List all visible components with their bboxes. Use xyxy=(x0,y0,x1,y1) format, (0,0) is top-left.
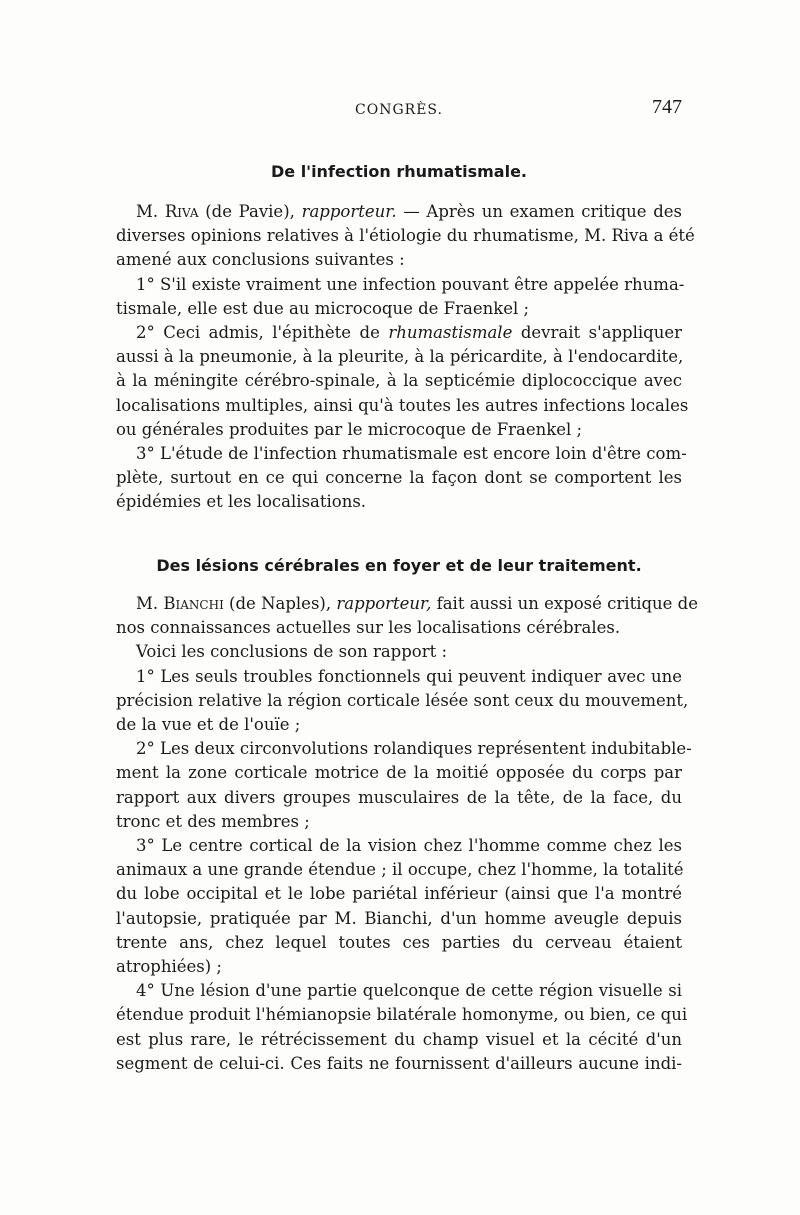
text-line: 3° Le centre cortical de la vision chez l'homme comme chez les xyxy=(136,836,682,856)
text-line: étendue produit l'hémianopsie bilatérale homonyme, ou bien, ce qui xyxy=(116,1005,688,1025)
text-run: fait aussi un exposé critique de xyxy=(431,594,699,613)
text-line: trente ans, chez lequel toutes ces parties du cerveau étaient xyxy=(116,932,682,952)
text-line: ou générales produites par le microcoque de Fraenkel ; xyxy=(116,419,583,439)
text-line: diverses opinions relatives à l'étiologie du rhumatisme, M. Riva a été xyxy=(116,226,695,246)
text-line: est plus rare, le rétrécissement du champ visuel et la cécité d'un xyxy=(116,1029,682,1049)
role-label: rapporteur, xyxy=(336,594,432,613)
text-line: ment la zone corticale motrice de la moitié opposée du corps par xyxy=(116,763,682,783)
text-line: tismale, elle est due au microcoque de Fraenkel ; xyxy=(116,298,530,318)
text-line: précision relative la région corticale lésée sont ceux du mouvement, xyxy=(116,690,689,710)
running-title: CONGRÈS. xyxy=(355,102,443,118)
text-line: localisations multiples, ainsi qu'à toutes les autres infections locales xyxy=(116,395,689,415)
text-line: 2° Les deux circonvolutions rolandiques représentent indubitable- xyxy=(136,739,692,759)
author-name: Bianchi xyxy=(163,594,224,613)
paragraph-riva-intro xyxy=(116,200,695,273)
text-run: (de Pavie), xyxy=(198,202,302,221)
text-run: — Après un examen critique des xyxy=(396,202,683,221)
text-run: 2° Ceci admis, l'épithète de xyxy=(136,323,389,343)
paragraph-bianchi-intro xyxy=(116,592,699,640)
section-rheumatic-infection xyxy=(116,160,682,184)
paragraph-conclusion-4 xyxy=(116,979,688,1076)
text-line: atrophiées) ; xyxy=(116,957,222,977)
text-run: (de Naples), xyxy=(223,594,337,613)
author-name: Riva xyxy=(164,202,199,221)
section-heading: De l'infection rhumatismale. xyxy=(270,162,528,181)
paragraph-conclusion-1 xyxy=(116,273,685,321)
section-heading: Des lésions cérébrales en foyer et de leur traitement. xyxy=(156,556,642,575)
text-line: 1° S'il existe vraiment une infection pouvant être appelée rhuma- xyxy=(136,274,685,294)
paragraph-conclusion-3 xyxy=(116,442,687,515)
text-line: de la vue et de l'ouïe ; xyxy=(116,715,301,735)
text-line: 1° Les seuls troubles fonctionnels qui peuvent indiquer avec une xyxy=(136,666,682,686)
text-line: du lobe occipital et le lobe pariétal inférieur (ainsi que l'a montré xyxy=(116,884,682,904)
italic-term: rhumastismale xyxy=(388,323,513,343)
paragraph-conclusion-2 xyxy=(116,737,692,834)
text-line: l'autopsie, pratiquée par M. Bianchi, d'un homme aveugle depuis xyxy=(116,908,682,928)
text-line: tronc et des membres ; xyxy=(116,811,310,831)
text-line: segment de celui-ci. Ces faits ne fournissent d'ailleurs aucune indi- xyxy=(116,1053,682,1073)
text-line: Voici les conclusions de son rapport : xyxy=(136,642,448,662)
text-run: devrait s'appliquer xyxy=(512,323,682,343)
text-line: amené aux conclusions suivantes : xyxy=(116,250,405,270)
text-line: 4° Une lésion d'une partie quelconque de cette région visuelle si xyxy=(136,981,682,1001)
page-number: 747 xyxy=(652,96,682,118)
running-head xyxy=(116,96,682,122)
paragraph-conclusion-2 xyxy=(116,321,689,442)
text-line: 3° L'étude de l'infection rhumatismale est encore loin d'être com- xyxy=(136,444,687,464)
text-line: nos connaissances actuelles sur les localisations cérébrales. xyxy=(116,618,621,638)
text-line: à la méningite cérébro-spinale, à la septicémie diplococcique avec xyxy=(116,371,682,391)
role-label: rapporteur. xyxy=(301,202,397,221)
text-line xyxy=(116,592,699,616)
text-run: M. xyxy=(136,202,165,221)
section1-body xyxy=(116,200,695,515)
paragraph-conclusion-3 xyxy=(116,834,682,979)
text-line: plète, surtout en ce qui concerne la façon dont se comportent les xyxy=(116,468,682,488)
text-line: aussi à la pneumonie, à la pleurite, à la péricardite, à l'endocardite, xyxy=(116,347,684,367)
text-run: M. xyxy=(136,594,164,613)
paragraph-conclusion-1 xyxy=(116,665,689,738)
section2-body xyxy=(116,592,699,1076)
text-line: animaux a une grande étendue ; il occupe, chez l'homme, la totalité xyxy=(116,860,684,880)
text-line xyxy=(116,321,682,345)
section-cerebral-lesions xyxy=(116,554,682,578)
text-line xyxy=(116,200,682,224)
text-line: rapport aux divers groupes musculaires de la tête, de la face, du xyxy=(116,787,682,807)
paragraph-report-conclusions xyxy=(116,640,682,664)
text-line: épidémies et les localisations. xyxy=(116,492,367,512)
